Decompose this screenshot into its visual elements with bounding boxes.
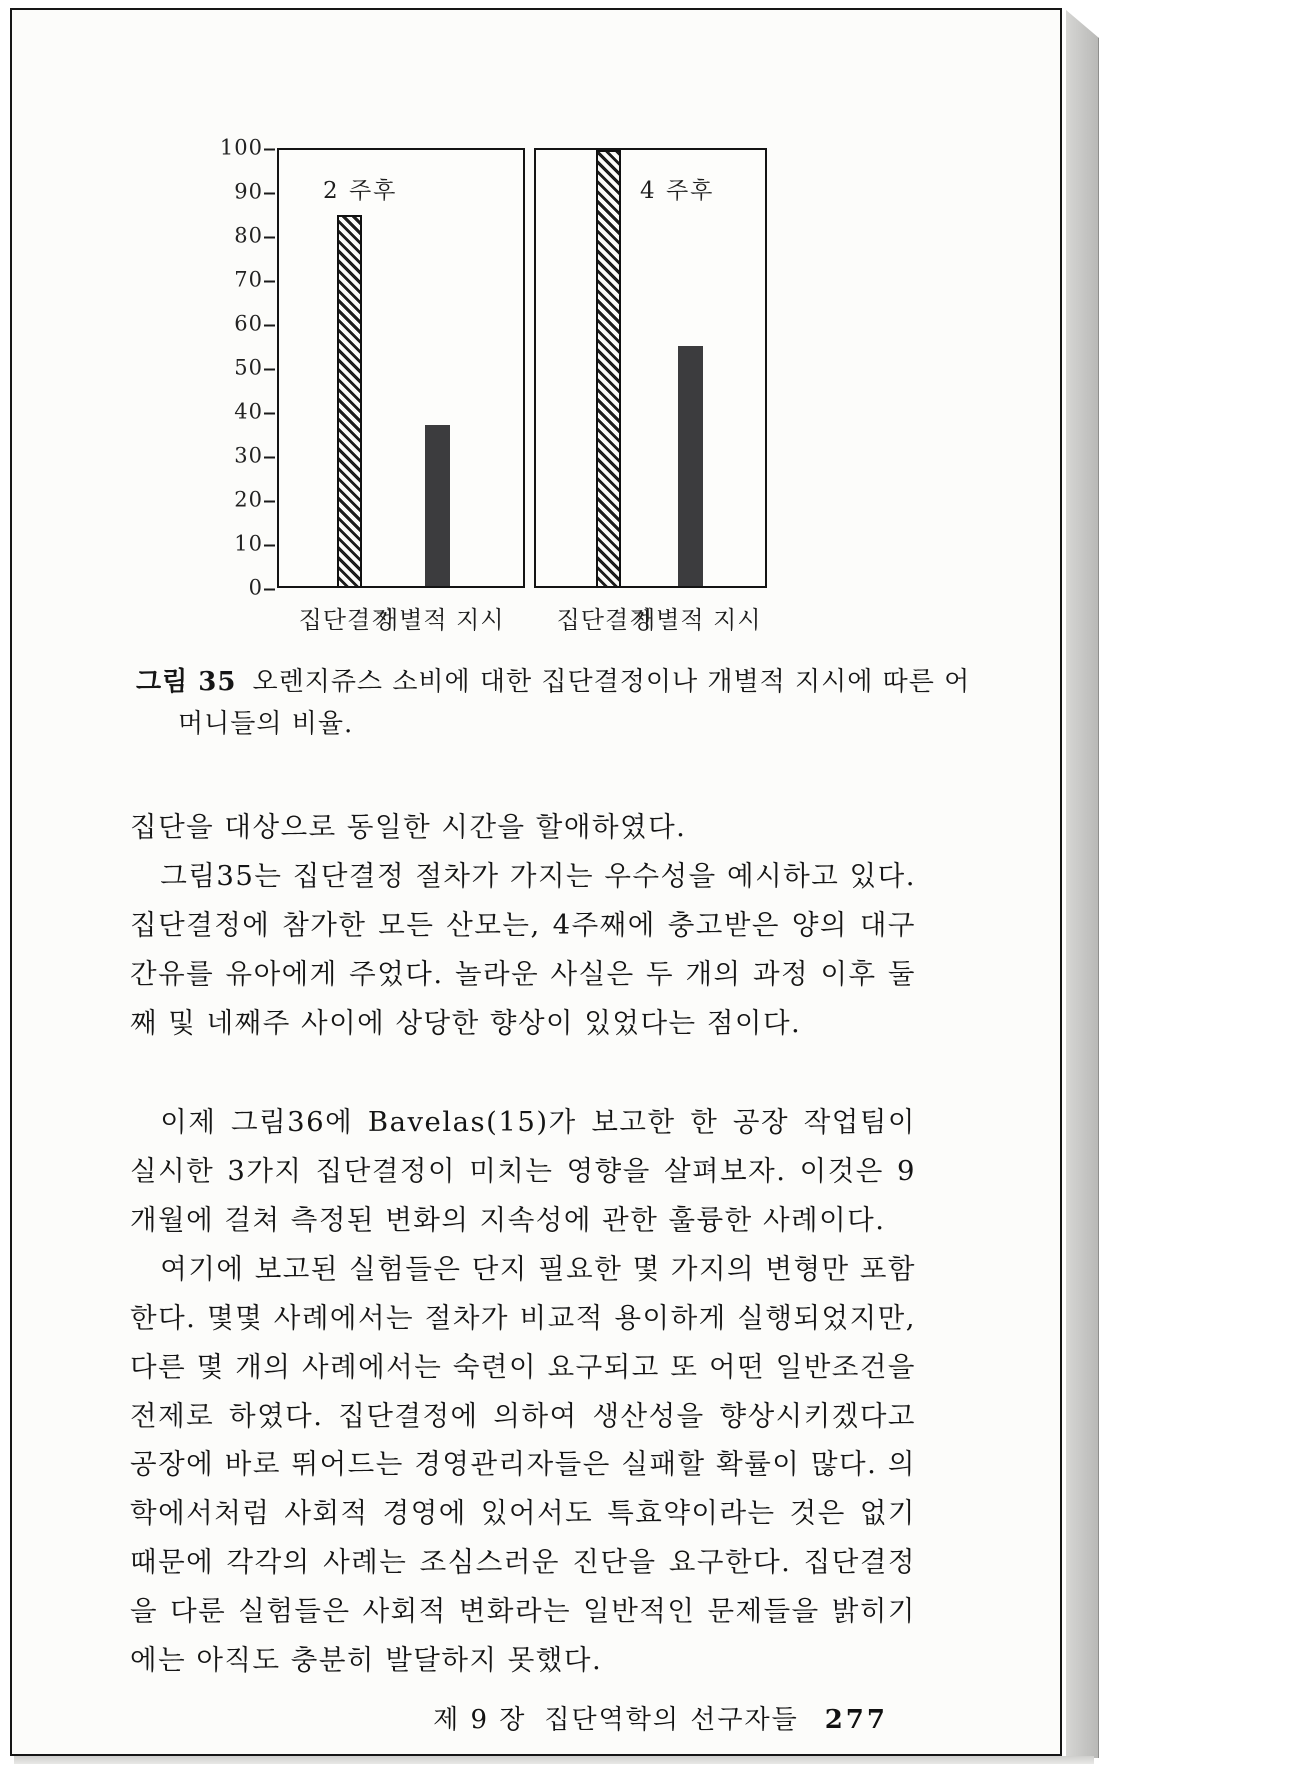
panel-title-2weeks: 2 주후 xyxy=(323,178,398,204)
paragraph: 여기에 보고된 실험들은 단지 필요한 몇 가지의 변형만 포함한다. 몇몇 사례에서는 절차가 비교적 용이하게 실행되었지만, 다른 몇 개의 사례에서는 숙련이 요구되고 또 어떤 일반조건을 전제로 하였다. 집단결정에 의하여 생산성을 향상시키겠다고 공장에 바로 뛰어드는 경영관리자들은 실패할 확률이 많다. 의학에서처럼 사회적 경영에 있어서도 특효약이라는 것은 없기 때문에 각각의 사례는 조심스러운 진단을 요구한다. 집단결정을 다룬 실험들은 사회적 변화라는 일반적인 문제들을 밝히기에는 아직도 충분히 발달하지 못했다. xyxy=(130,1252,916,1677)
panel-title-4weeks: 4 주후 xyxy=(640,178,715,204)
chart-panel-2weeks xyxy=(277,148,525,588)
page-footer xyxy=(130,1699,916,1736)
figure-caption xyxy=(136,662,978,745)
y-tick-label: 20 xyxy=(234,487,263,512)
bar-group-decision-2weeks xyxy=(337,215,362,586)
figure-caption-text: 오렌지쥬스 소비에 대한 집단결정이나 개별적 지시에 따른 어머니들의 비율. xyxy=(178,667,971,739)
chart-panel-4weeks xyxy=(534,148,767,588)
y-tick-label: 100 xyxy=(219,135,263,160)
footer-chapter: 제 9 장 xyxy=(433,1705,527,1736)
bar-individual-instruction-2weeks xyxy=(425,425,450,586)
bar-individual-instruction-4weeks xyxy=(678,346,703,586)
category-label-individual-2weeks: 개별적 지시 xyxy=(375,606,505,634)
page-content xyxy=(12,10,1060,1754)
y-tick-label: 10 xyxy=(234,531,263,556)
y-tick-label: 80 xyxy=(234,223,263,248)
paragraph: 집단을 대상으로 동일한 시간을 할애하였다. xyxy=(130,811,687,844)
chart-plot-area xyxy=(219,135,770,600)
book-page-bottom-shadow xyxy=(14,1756,1094,1764)
y-tick-label: 60 xyxy=(234,311,263,336)
bar-group-decision-4weeks xyxy=(596,150,621,586)
category-labels-row xyxy=(277,588,770,632)
book-page-stack-edge xyxy=(1066,10,1099,1758)
y-tick-label: 50 xyxy=(234,355,263,380)
category-label-individual-4weeks: 개별적 지시 xyxy=(632,606,762,634)
footer-page-number: 277 xyxy=(824,1705,888,1736)
figure-caption-label: 그림 35 xyxy=(136,667,237,697)
category-label-group-decision-4weeks: 집단결정 xyxy=(556,606,654,634)
figure-chart xyxy=(219,135,770,634)
book-page xyxy=(10,8,1062,1756)
category-label-group-decision-2weeks: 집단결정 xyxy=(298,606,396,634)
y-tick-label: 70 xyxy=(234,267,263,292)
y-tick-label: 0 xyxy=(248,575,263,600)
y-tick-label: 40 xyxy=(234,399,263,424)
y-axis xyxy=(219,135,269,600)
body-paragraphs xyxy=(130,803,916,1685)
y-tick-label: 30 xyxy=(234,443,263,468)
paragraph: 그림35는 집단결정 절차가 가지는 우수성을 예시하고 있다. 집단결정에 참가한 모든 산모는, 4주째에 충고받은 양의 대구간유를 유아에게 주었다. 놀라운 사실은 두 개의 과정 이후 둘째 및 네째주 사이에 상당한 향상이 있었다는 점이다. xyxy=(130,860,916,1039)
paragraph: 이제 그림36에 Bavelas(15)가 보고한 한 공장 작업팀이 실시한 3가지 집단결정이 미치는 영향을 살펴보자. 이것은 9개월에 걸쳐 측정된 변화의 지속성에 관한 훌륭한 사례이다. xyxy=(130,1105,916,1236)
y-tick-label: 90 xyxy=(234,179,263,204)
footer-section-title: 집단역학의 선구자들 xyxy=(544,1705,799,1736)
